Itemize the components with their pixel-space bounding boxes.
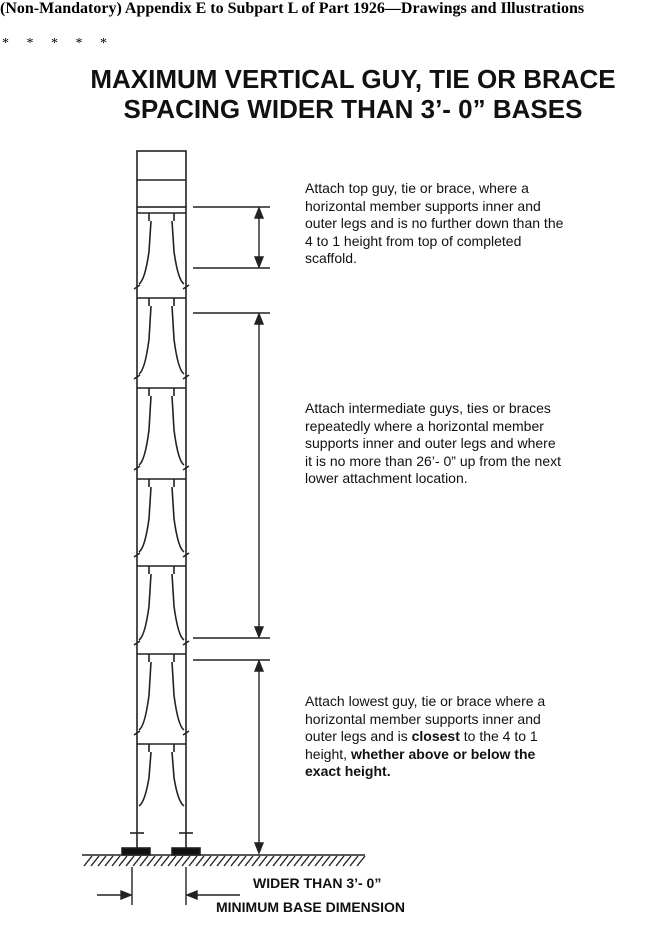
ground-hatch <box>322 856 330 866</box>
note-intermediate-attachment: Attach intermediate guys, ties or braces repeatedly where a horizontal member supports inner and outer legs and where it is no more than 26’- 0” up from the next lower attachment location. <box>305 400 562 486</box>
ground-hatch <box>252 856 260 866</box>
ground-hatch <box>175 856 183 866</box>
ground-hatch <box>133 856 141 866</box>
ground-hatch <box>224 856 232 866</box>
inner-leg-right <box>172 396 184 465</box>
base-dimension-caption: MINIMUM BASE DIMENSION <box>216 899 405 915</box>
ground-hatch <box>259 856 267 866</box>
ground-hatch <box>119 856 127 866</box>
ground-hatch <box>98 856 106 866</box>
inner-leg-right <box>172 487 184 552</box>
inner-leg-right <box>172 574 184 640</box>
ground-hatch <box>84 856 92 866</box>
base-width-label: WIDER THAN 3’- 0” <box>253 875 382 891</box>
ground-hatch <box>315 856 323 866</box>
ground-hatch <box>161 856 169 866</box>
ground-hatch <box>189 856 197 866</box>
top-spacing-dimension <box>193 207 270 268</box>
ground-hatch <box>210 856 218 866</box>
scaffold-frames <box>134 207 189 810</box>
inner-leg-left <box>139 487 151 552</box>
ground-hatch <box>140 856 148 866</box>
ground-hatch <box>336 856 344 866</box>
ground-hatch <box>294 856 302 866</box>
inner-leg-left <box>139 306 151 374</box>
figure-title-line-1: MAXIMUM VERTICAL GUY, TIE OR BRACE <box>90 64 616 94</box>
ground-hatch <box>329 856 337 866</box>
ground-hatch <box>301 856 309 866</box>
ground-line <box>82 855 365 866</box>
ground-hatch <box>357 856 365 866</box>
ground-hatch <box>196 856 204 866</box>
ground-hatch <box>105 856 113 866</box>
ground-hatch <box>238 856 246 866</box>
ground-hatch <box>231 856 239 866</box>
note-lowest-lead: Attach lowest guy, tie or brace where a horizontal member supports inner and outer legs and is <box>305 693 546 744</box>
ground-hatch <box>168 856 176 866</box>
inner-leg-right <box>172 752 184 806</box>
note-lowest-closest: closest <box>411 728 460 744</box>
note-top-attachment: Attach top guy, tie or brace, where a horizontal member supports inner and outer legs and is no further down than the 4 to 1 height from top of completed scaffold. <box>305 180 564 266</box>
inner-leg-left <box>139 221 151 284</box>
ground-hatch <box>91 856 99 866</box>
ground-hatch <box>154 856 162 866</box>
note-lowest-mid: to the 4 to 1 height, <box>305 728 538 762</box>
inner-leg-right <box>172 662 184 730</box>
note-lowest-emphasis: whether above or below the exact height. <box>305 745 536 779</box>
ground-hatch <box>273 856 281 866</box>
lowest-spacing-dimension <box>193 660 270 853</box>
inner-leg-right <box>172 306 184 374</box>
ground-hatch <box>112 856 120 866</box>
section-separator: * * * * * <box>2 36 107 51</box>
inner-leg-left <box>139 662 151 730</box>
ground-hatch <box>343 856 351 866</box>
ground-hatch <box>217 856 225 866</box>
ground-hatch <box>350 856 358 866</box>
ground-hatch <box>182 856 190 866</box>
scaffold-top-cap <box>137 151 186 207</box>
ground-hatch <box>280 856 288 866</box>
ground-hatch <box>126 856 134 866</box>
inner-leg-left <box>139 752 151 806</box>
ground-hatch <box>287 856 295 866</box>
ground-hatch <box>245 856 253 866</box>
ground-hatch <box>203 856 211 866</box>
figure-title-line-2: SPACING WIDER THAN 3’- 0” BASES <box>123 94 583 124</box>
ground-hatch <box>266 856 274 866</box>
ground-hatch <box>147 856 155 866</box>
intermediate-spacing-dimension <box>193 313 270 638</box>
inner-leg-left <box>139 396 151 465</box>
scaffold-base <box>122 810 200 855</box>
note-lowest-attachment <box>305 693 565 781</box>
ground-hatch <box>308 856 316 866</box>
appendix-title: (Non-Mandatory) Appendix E to Subpart L of Part 1926—Drawings and Illustrations <box>0 0 585 17</box>
inner-leg-left <box>139 574 151 640</box>
inner-leg-right <box>172 221 184 284</box>
